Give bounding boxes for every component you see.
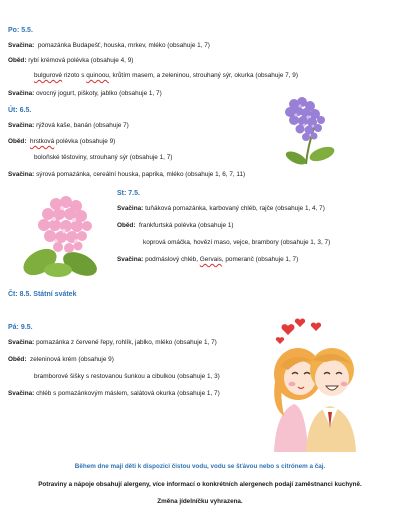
spell-word-bulgurove: bulgurové bbox=[34, 72, 63, 79]
monday-snack-pm-text: ovocný jogurt, piškoty, jablko (obsahuje 1, 7) bbox=[36, 90, 162, 97]
wednesday-snack-am bbox=[117, 205, 325, 213]
footer-allergen-note: Potraviny a nápoje obsahují alergeny, více informací o konkrétních alergenech podají zaměstnanci kuchyně. bbox=[38, 481, 362, 488]
friday-lunch-main: bramborové šišky s restovanou šunkou a cibulkou (obsahuje 1, 3) bbox=[34, 373, 220, 380]
snack-label: Svačina: bbox=[8, 42, 35, 49]
monday-lunch-soup-text: rybí krémová polévka (obsahuje 4, 9) bbox=[28, 57, 134, 64]
snack-label: Svačina: bbox=[8, 339, 35, 346]
friday-snack-pm-text: chléb s pomazánkovým máslem, salátová okurka (obsahuje 1, 7) bbox=[36, 390, 220, 397]
lunch-label: Oběd: bbox=[8, 138, 27, 145]
lilac-pink-icon bbox=[18, 194, 110, 280]
tuesday-snack-am bbox=[8, 122, 129, 130]
spell-word-gervais: Gervais bbox=[199, 256, 222, 263]
snack-label: Svačina: bbox=[8, 122, 35, 129]
snack-label: Svačina: bbox=[8, 171, 35, 178]
wednesday-snack-am-text: tuňáková pomazánka, karbovaný chléb, rajče (obsahuje 1, 4, 7) bbox=[145, 205, 325, 212]
monday-snack-am bbox=[8, 42, 210, 50]
monday-lunch-soup bbox=[8, 57, 133, 65]
day-heading-wednesday: St: 7.5. bbox=[117, 190, 140, 197]
footer-water-note: Během dne mají děti k dispozici čistou vodu, vodu se šťávou nebo s citrónem a čaj. bbox=[74, 463, 326, 470]
day-heading-tuesday: Út: 6.5. bbox=[8, 107, 32, 114]
friday-snack-am-text: pomazánka z červené řepy, rohlík, jablko, mléko (obsahuje 1, 7) bbox=[36, 339, 217, 346]
day-heading-thursday: Čt: 8.5. Státní svátek bbox=[8, 291, 77, 298]
spell-word-hrstkova: hrstková bbox=[30, 138, 55, 145]
tuesday-snack-am-text: rýžová kaše, banán (obsahuje 7) bbox=[36, 122, 129, 129]
tuesday-snack-pm-text: sýrová pomazánka, cereální houska, paprika, mléko (obsahuje 1, 6, 7, 11) bbox=[36, 171, 246, 178]
tuesday-lunch-soup-rest: polévka (obsahuje 9) bbox=[54, 138, 116, 145]
tuesday-lunch-main: boloňské těstoviny, strouhaný sýr (obsahuje 1, 7) bbox=[34, 154, 173, 161]
snack-label: Svačina: bbox=[117, 205, 144, 212]
friday-lunch-soup-text: zeleninová krém (obsahuje 9) bbox=[30, 356, 114, 363]
wednesday-snack-pm bbox=[117, 256, 298, 264]
lunch-label: Oběd: bbox=[117, 222, 136, 229]
day-heading-friday: Pá: 9.5. bbox=[8, 324, 33, 331]
monday-lunch-main-mid: rizoto s bbox=[62, 72, 87, 79]
footer-change-note: Změna jídelníčku vyhrazena. bbox=[157, 498, 243, 505]
tuesday-lunch-soup bbox=[8, 138, 115, 146]
wednesday-lunch-main: koprová omáčka, hovězí maso, vejce, brambory (obsahuje 1, 3, 7) bbox=[143, 239, 331, 246]
wednesday-snack-pm-b: , pomeranč (obsahuje 1, 7) bbox=[221, 256, 299, 263]
snack-label: Svačina: bbox=[8, 90, 35, 97]
lunch-label: Oběd: bbox=[8, 57, 27, 64]
friday-snack-pm bbox=[8, 390, 220, 398]
day-heading-monday: Po: 5.5. bbox=[8, 27, 33, 34]
tuesday-snack-pm bbox=[8, 171, 245, 179]
spell-word-quinoou: quinoou bbox=[86, 72, 109, 79]
couple-with-hearts-icon bbox=[266, 316, 366, 452]
monday-lunch-main-rest: , krůtím masem, a zeleninou, strouhaný sýr, okurka (obsahuje 7, 9) bbox=[108, 72, 298, 79]
friday-snack-am bbox=[8, 339, 217, 347]
snack-label: Svačina: bbox=[8, 390, 35, 397]
lunch-label: Oběd: bbox=[8, 356, 27, 363]
lilac-purple-icon bbox=[276, 94, 338, 170]
monday-snack-am-text: pomazánka Budapešť, houska, mrkev, mléko (obsahuje 1, 7) bbox=[37, 42, 210, 49]
wednesday-snack-pm-a: podmáslový chléb, bbox=[145, 256, 200, 263]
snack-label: Svačina: bbox=[117, 256, 144, 263]
wednesday-lunch-soup-text: frankfurtská polévka (obsahuje 1) bbox=[139, 222, 234, 229]
wednesday-lunch-soup bbox=[117, 222, 234, 230]
friday-lunch-soup bbox=[8, 356, 114, 364]
monday-lunch-main bbox=[34, 72, 298, 80]
monday-snack-pm bbox=[8, 90, 162, 98]
